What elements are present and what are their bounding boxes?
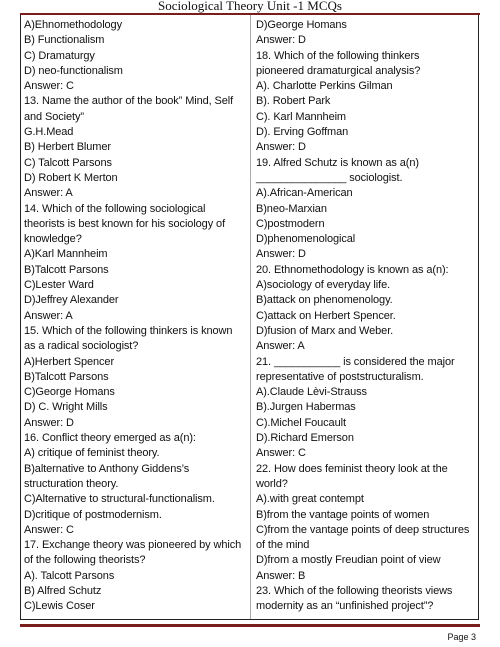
text-line: 20. Ethnomethodology is known as a(n): [256, 263, 449, 276]
text-line: C)George Homans [24, 386, 115, 399]
text-line: B)Talcott Parsons [24, 370, 109, 383]
text-line: as a radical sociologist? [24, 340, 139, 353]
text-line: A)Karl Mannheim [24, 248, 108, 261]
text-line: 17. Exchange theory was pioneered by which [24, 539, 242, 552]
text-line: D)George Homans [256, 19, 347, 31]
text-line: D)Jeffrey Alexander [24, 294, 119, 307]
text-line: D)phenomenological [256, 233, 356, 246]
text-line: and Society” [24, 110, 84, 123]
text-line: _______________ sociologist. [256, 171, 403, 184]
text-line: D) Robert K Merton [24, 171, 118, 184]
text-line: Answer: A [24, 187, 73, 200]
left-column [24, 18, 244, 615]
text-line: Answer: A [24, 309, 73, 322]
text-line: 23. Which of the following theorists views [256, 584, 453, 597]
text-line: 14. Which of the following sociological [24, 202, 206, 215]
text-line: C). Karl Mannheim [256, 110, 346, 123]
text-line: C)Lester Ward [24, 279, 94, 292]
text-line: Answer: C [256, 447, 306, 460]
text-line: A). Charlotte Perkins Gilman [256, 80, 393, 93]
text-line: A).African-American [256, 187, 353, 200]
text-line: Answer: B [256, 569, 306, 582]
text-line: C) Talcott Parsons [24, 156, 112, 169]
text-line: D). Erving Goffman [256, 126, 349, 139]
text-line: A)Herbert Spencer [24, 355, 115, 368]
text-line: Answer: D [256, 248, 306, 261]
text-line: A).with great contempt [256, 493, 364, 506]
text-line: 18. Which of the following thinkers [256, 49, 420, 62]
text-line: C)postmodern [256, 217, 325, 230]
text-line: Answer: A [256, 340, 305, 353]
text-line: knowledge? [24, 233, 82, 246]
text-line: 21. ___________ is considered the major [256, 355, 455, 368]
text-line: world? [256, 477, 288, 490]
text-line: D)fusion of Marx and Weber. [256, 324, 394, 337]
text-line: B) Functionalism [24, 34, 105, 47]
page-number: Page 3 [447, 632, 476, 642]
text-line: C)Alternative to structural-functionalism. [24, 493, 215, 506]
text-line: theorists is best known for his sociology of [24, 217, 226, 230]
text-line: C)Lewis Coser [24, 600, 95, 613]
text-line: 22. How does feminist theory look at the [256, 462, 448, 475]
text-line: B)Talcott Parsons [24, 263, 109, 276]
text-line: 15. Which of the following thinkers is known [24, 324, 233, 337]
text-line: A)Ehnomethodology [24, 19, 122, 31]
text-line: B)from the vantage points of women [256, 508, 430, 521]
text-line: Answer: D [256, 34, 306, 47]
footer-rule [20, 624, 480, 627]
text-line: A) critique of feminist theory. [24, 447, 160, 460]
text-line: C).Michel Foucault [256, 416, 346, 429]
text-line: G.H.Mead [24, 126, 74, 139]
text-line: of the mind [256, 539, 310, 552]
text-line: D) C. Wright Mills [24, 401, 108, 414]
text-line: Answer: C [24, 80, 74, 93]
text-line: structuration theory. [24, 477, 119, 490]
text-line: Answer: D [24, 416, 74, 429]
page-title: Sociological Theory Unit -1 MCQs [158, 0, 342, 13]
text-line: B)attack on phenomenology. [256, 294, 393, 307]
text-line: D).Richard Emerson [256, 432, 354, 445]
right-column [256, 18, 474, 615]
text-line: of the following theorists? [24, 554, 146, 567]
text-line: D)critique of postmodernism. [24, 508, 162, 521]
column-divider [250, 15, 251, 619]
text-line: B) Alfred Schutz [24, 584, 102, 597]
text-line: A). Talcott Parsons [24, 569, 115, 582]
text-line: A).Claude Lèvi-Strauss [256, 386, 367, 399]
text-line: 19. Alfred Schutz is known as a(n) [256, 156, 419, 169]
text-line: Answer: C [24, 523, 74, 536]
text-line: 13. Name the author of the book” Mind, Self [24, 95, 234, 108]
text-line: B) Herbert Blumer [24, 141, 111, 154]
text-line: D) neo-functionalism [24, 64, 123, 77]
text-line: Answer: D [256, 141, 306, 154]
text-line: C) Dramaturgy [24, 49, 95, 62]
text-line: D)from a mostly Freudian point of view [256, 554, 441, 567]
text-line: C)from the vantage points of deep structures [256, 523, 470, 536]
text-line: B)alternative to Anthony Giddens’s [24, 462, 190, 475]
text-line: A)sociology of everyday life. [256, 279, 391, 292]
text-line: modernity as an “unfinished project”? [256, 600, 434, 613]
text-line: B). Robert Park [256, 95, 331, 108]
text-line: pioneered dramaturgical analysis? [256, 64, 421, 77]
text-line: 16. Conflict theory emerged as a(n): [24, 432, 196, 445]
text-line: representative of poststructuralism. [256, 370, 424, 383]
text-line: B).Jurgen Habermas [256, 401, 356, 414]
text-line: C)attack on Herbert Spencer. [256, 309, 396, 322]
text-line: B)neo-Marxian [256, 202, 327, 215]
